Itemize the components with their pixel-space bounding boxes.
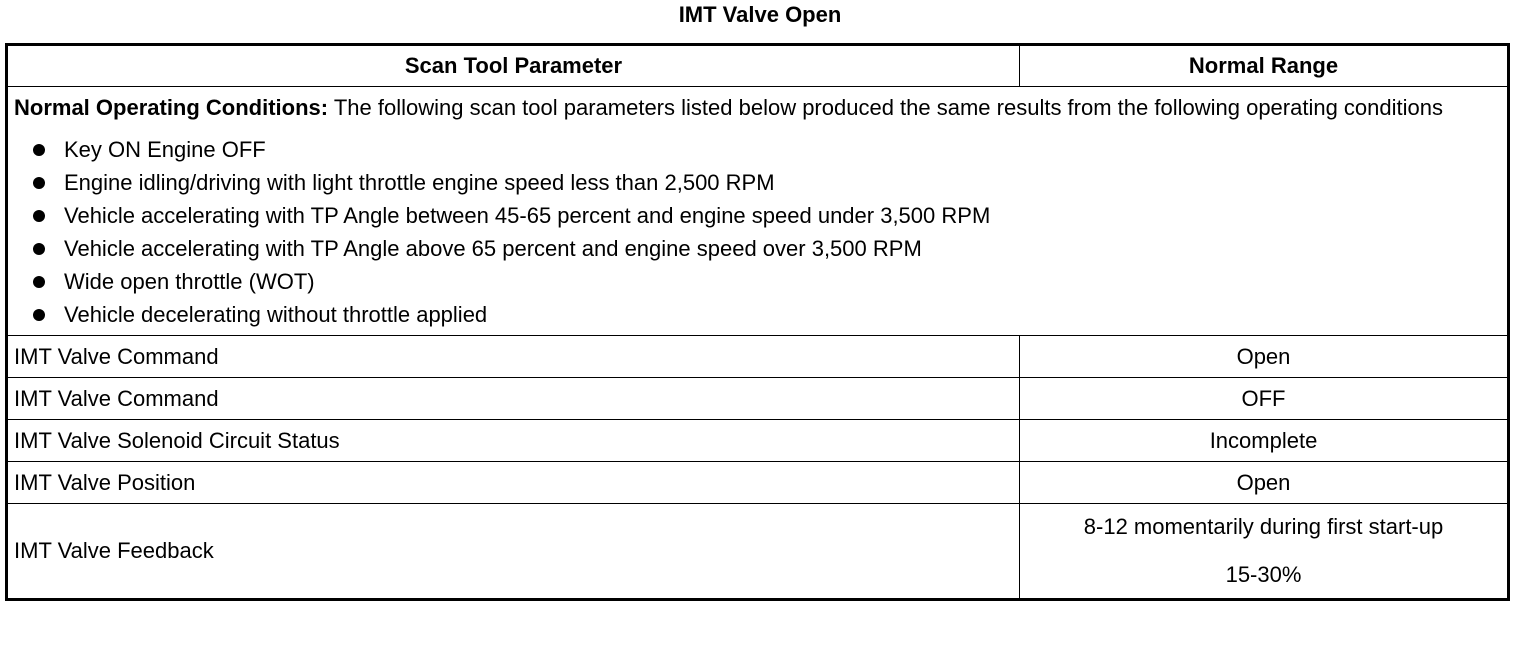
- parameter-cell: IMT Valve Feedback: [7, 504, 1020, 600]
- table-row: [7, 336, 1509, 378]
- list-item: Engine idling/driving with light throttle engine speed less than 2,500 RPM: [14, 166, 1507, 199]
- conditions-heading: Normal Operating Conditions:: [14, 95, 329, 120]
- table-row: [7, 504, 1509, 600]
- parameter-table: [5, 43, 1510, 601]
- range-cell: [1020, 504, 1509, 600]
- conditions-row: [7, 87, 1509, 336]
- range-cell: Open: [1020, 336, 1509, 378]
- table-row: [7, 420, 1509, 462]
- bullet-icon: [33, 243, 45, 255]
- column-header-parameter: Scan Tool Parameter: [7, 45, 1020, 87]
- range-spacer: [1020, 542, 1507, 560]
- bullet-icon: [33, 309, 45, 321]
- range-cell: Incomplete: [1020, 420, 1509, 462]
- page-title: IMT Valve Open: [678, 2, 842, 27]
- bullet-icon: [33, 210, 45, 222]
- table-row: [7, 378, 1509, 420]
- list-item: Vehicle accelerating with TP Angle above 65 percent and engine speed over 3,500 RPM: [14, 232, 1507, 265]
- bullet-icon: [33, 144, 45, 156]
- conditions-description: [14, 93, 1507, 123]
- range-line: 15-30%: [1225, 562, 1302, 587]
- range-line: 8-12 momentarily during first start-up: [1083, 514, 1444, 539]
- list-item: Vehicle decelerating without throttle applied: [14, 298, 1507, 331]
- table-header-row: [7, 45, 1509, 87]
- conditions-text: The following scan tool parameters listed below produced the same results from the following operating conditions: [328, 95, 1443, 120]
- conditions-list: [14, 133, 1507, 331]
- conditions-cell: [7, 87, 1509, 336]
- bullet-icon: [33, 276, 45, 288]
- table-row: [7, 462, 1509, 504]
- parameter-cell: IMT Valve Position: [7, 462, 1020, 504]
- parameter-cell: IMT Valve Solenoid Circuit Status: [7, 420, 1020, 462]
- range-cell: OFF: [1020, 378, 1509, 420]
- column-header-range: Normal Range: [1020, 45, 1509, 87]
- parameter-cell: IMT Valve Command: [7, 336, 1020, 378]
- range-cell: Open: [1020, 462, 1509, 504]
- list-item: Wide open throttle (WOT): [14, 265, 1507, 298]
- parameter-cell: IMT Valve Command: [7, 378, 1020, 420]
- list-item: Vehicle accelerating with TP Angle between 45-65 percent and engine speed under 3,500 RPM: [14, 199, 1507, 232]
- list-item: Key ON Engine OFF: [14, 133, 1507, 166]
- bullet-icon: [33, 177, 45, 189]
